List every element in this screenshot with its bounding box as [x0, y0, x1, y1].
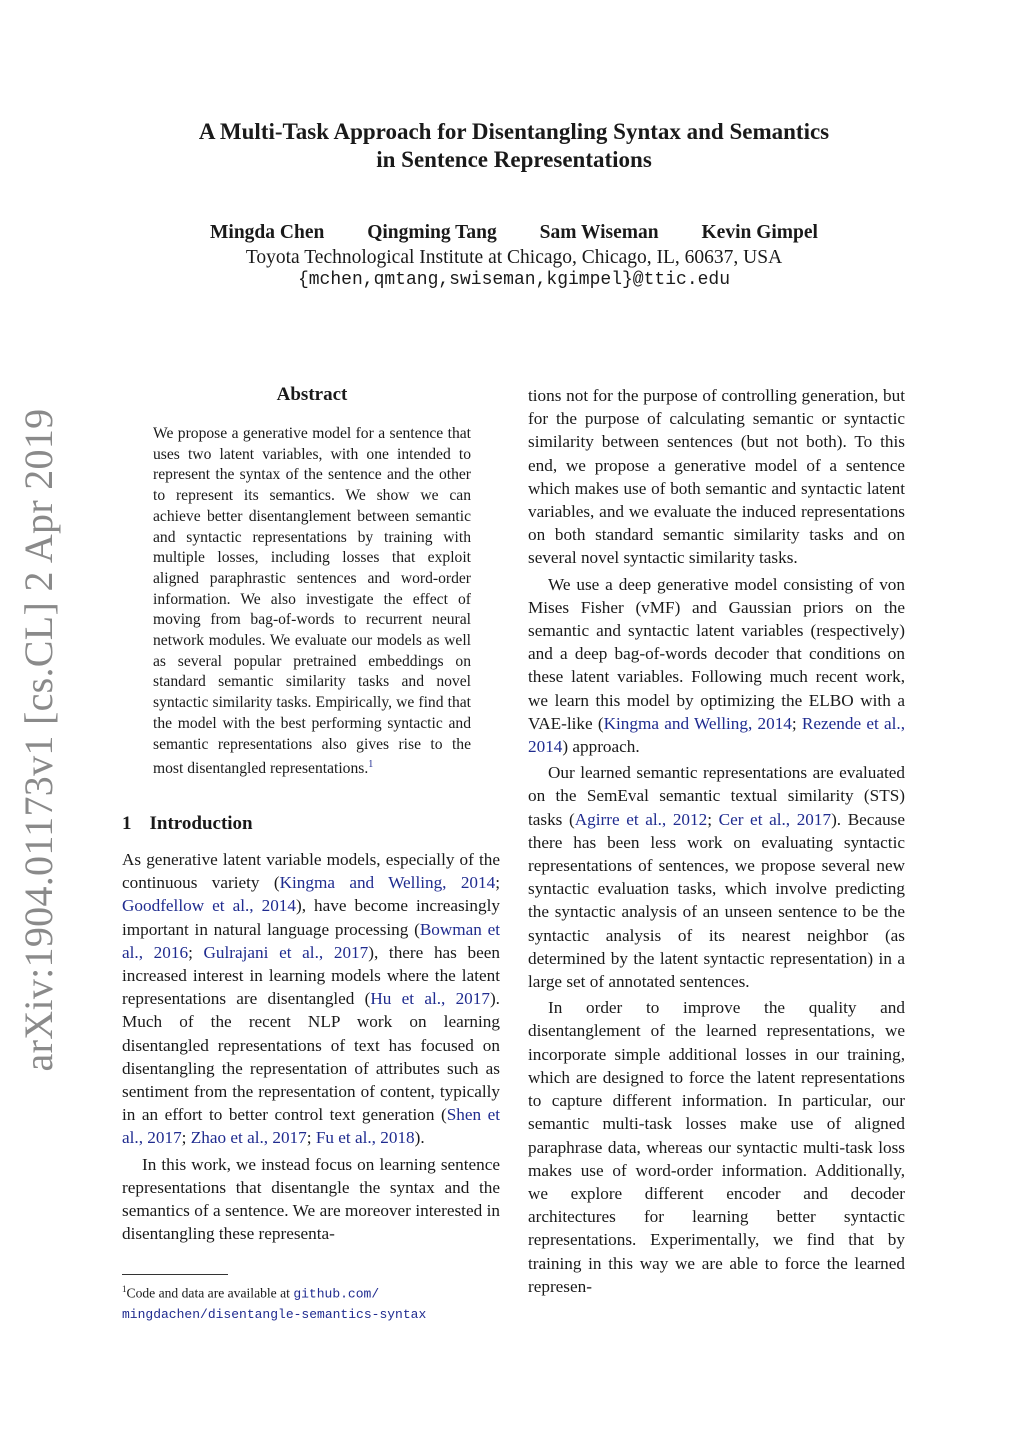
- footnote-divider: [122, 1274, 228, 1275]
- author-list: [122, 222, 906, 244]
- footnote-mark: 1: [122, 1284, 127, 1294]
- citation-link[interactable]: Cer et al., 2017: [718, 809, 832, 829]
- author-name: Mingda Chen: [210, 222, 325, 243]
- citation-link[interactable]: Bowman et al., 2016: [122, 919, 501, 962]
- title-line-2: in Sentence Representations: [376, 147, 652, 172]
- code-link[interactable]: github.com/: [293, 1286, 380, 1302]
- footnote-ref[interactable]: 1: [368, 759, 374, 771]
- citation-link[interactable]: Fu et al., 2018: [315, 1128, 415, 1148]
- citation-link[interactable]: Agirre et al., 2012: [574, 809, 708, 829]
- citation-link[interactable]: Shen et al., 2017: [122, 1105, 500, 1148]
- paper-title: [122, 118, 906, 174]
- citation-link[interactable]: Rezende et al., 2014: [528, 713, 905, 757]
- citation-link[interactable]: Gulrajani et al., 2017: [203, 942, 369, 962]
- affiliation: Toyota Technological Institute at Chicago, Chicago, IL, 60637, USA: [245, 247, 783, 268]
- abstract-body: [153, 424, 471, 780]
- abstract-heading: Abstract: [276, 384, 348, 405]
- author-name: Qingming Tang: [367, 222, 497, 243]
- section-heading-introduction: [122, 813, 502, 835]
- right-column: [528, 384, 905, 1298]
- author-name: Kevin Gimpel: [701, 222, 818, 243]
- citation-link[interactable]: Kingma and Welling, 2014: [279, 873, 496, 893]
- title-line-1: A Multi-Task Approach for Disentangling Syntax and Semantics: [198, 119, 830, 144]
- citation-link[interactable]: Zhao et al., 2017: [190, 1128, 307, 1148]
- footnote: [122, 1280, 500, 1324]
- citation-link[interactable]: Goodfellow et al., 2014: [122, 896, 296, 916]
- footnote-text: Code and data are available at: [126, 1285, 294, 1301]
- author-name: Sam Wiseman: [539, 222, 659, 243]
- left-column: [122, 848, 500, 1245]
- code-link-continued[interactable]: mingdachen/disentangle-semantics-syntax: [122, 1306, 427, 1322]
- intro-paragraph-5: Our learned semantic representations are evaluated on the SemEval semantic textual similarity (STS) tasks (Agirre et al., 2012; Cer et al., 2017). Because there has been less work on evaluating syntactic representations of sentences, we propose several new syntactic evaluation tasks, which involve predicting the syntactic analysis of an unseen sentence to be the syntactic analysis of its nearest neighbor (as determined by the latent syntactic representation) in a large set of annotated sentences.: [528, 763, 905, 992]
- intro-paragraph-4: We use a deep generative model consisting of von Mises Fisher (vMF) and Gaussian priors on the semantic and syntactic latent variables (respectively) and a deep bag-of-words decoder that conditions on these latent variables. Following much recent work, we learn this model by optimizing the ELBO with a VAE-like (Kingma and Welling, 2014; Rezende et al., 2014) approach.: [528, 574, 905, 757]
- citation-link[interactable]: Hu et al., 2017: [370, 989, 490, 1009]
- intro-paragraph-6: In order to improve the quality and disentanglement of the learned representations, we incorporate simple additional losses in our training, which are designed to force the latent representations to capture different information. In particular, our semantic multi-task losses make use of aligned paraphrase data, whereas our syntactic multi-task loss makes use of word-order information. Additionally, we explore different encoder and decoder architectures for learning better syntactic representations. Experimentally, we find that by training in this way we are able to force the learned represen-: [528, 998, 905, 1296]
- citation-link[interactable]: Kingma and Welling, 2014: [603, 713, 792, 733]
- intro-paragraph-3: tions not for the purpose of controlling generation, but for the purpose of calculating semantic or syntactic similarity between sentences (but not both). To this end, we propose a generative model of a sentence which makes use of both semantic and syntactic latent variables, and we evaluate the induced representations on both standard semantic similarity tasks and on several novel syntactic similarity tasks.: [528, 386, 905, 568]
- intro-paragraph-2: In this work, we instead focus on learning sentence representations that disentangle the syntax and the semantics of a sentence. We are moreover interested in disentangling these representa-: [122, 1154, 500, 1244]
- arxiv-stamp: arXiv:1904.01173v1 [cs.CL] 2 Apr 2019: [15, 408, 61, 1072]
- section-title: Introduction: [149, 813, 253, 834]
- section-number: 1: [122, 813, 132, 834]
- intro-paragraph-1: As generative latent variable models, especially of the continuous variety (Kingma and Welling, 2014; Goodfellow et al., 2014), have become increasingly important in natural language processing (Bowman et al., 2016; Gulrajani et al., 2017), there has been increased interest in learning models where the latent representations are disentangled (Hu et al., 2017). Much of the recent NLP work on learning disentangled representations of text has focused on disentangling the representation of attributes such as sentiment from the representation of content, typically in an effort to better control text generation (Shen et al., 2017; Zhao et al., 2017; Fu et al., 2018).: [122, 850, 501, 1148]
- author-emails[interactable]: {mchen,qmtang,swiseman,kgimpel}@ttic.edu: [297, 270, 731, 290]
- abstract-text: We propose a generative model for a sentence that uses two latent variables, with one intended to represent the syntax of the sentence and the other to represent its semantics. We show we can achieve better disentanglement between semantic and syntactic representations by training with multiple losses, including losses that exploit aligned paraphrastic sentences and word-order information. We also investigate the effect of moving from bag-of-words to recurrent neural network modules. We evaluate our models as well as several popular pretrained embeddings on standard semantic similarity tasks and novel syntactic similarity tasks. Empirically, we find that the model with the best performing syntactic and semantic representations also gives rise to the most disentangled representations.: [153, 425, 471, 778]
